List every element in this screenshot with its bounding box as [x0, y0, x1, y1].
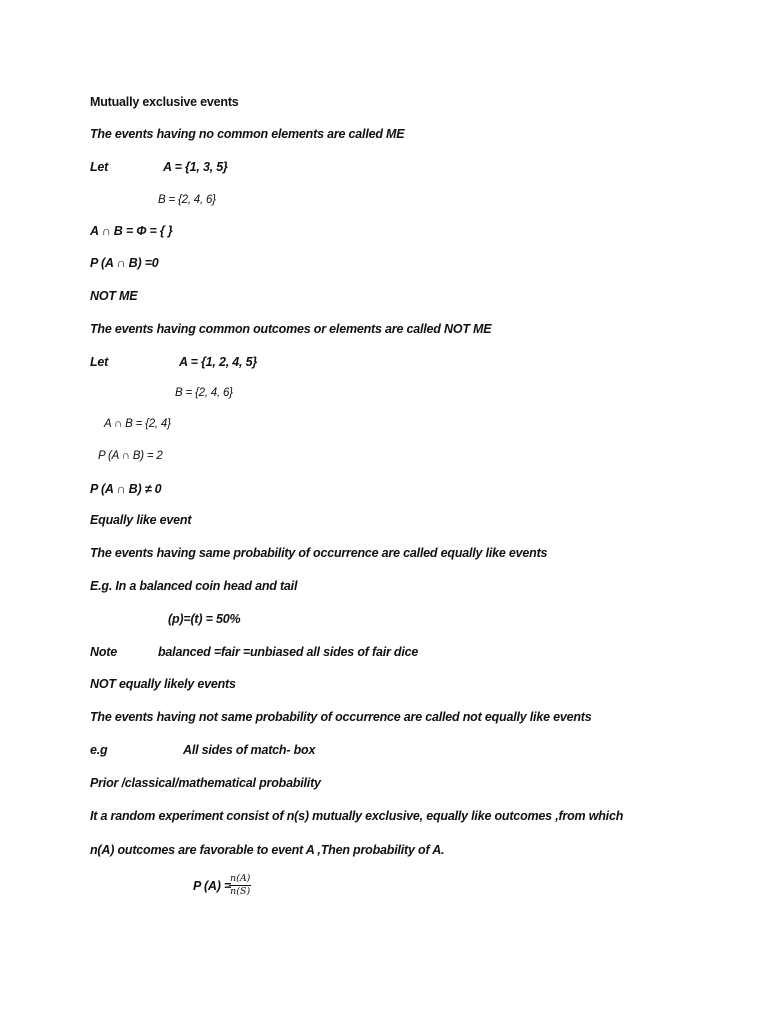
heading-not-equally-likely: NOT equally likely events — [90, 677, 236, 691]
note-text: balanced =fair =unbiased all sides of fair dice — [158, 645, 419, 659]
definition-equally-like: The events having same probability of occurrence are called equally like events — [90, 546, 548, 560]
let-label-1: Let — [90, 160, 109, 174]
set-a-1: A = {1, 3, 5} — [163, 160, 228, 174]
set-a-2: A = {1, 2, 4, 5} — [179, 355, 257, 369]
intersection-1: A ∩ B = Φ = { } — [90, 224, 173, 238]
set-b-2: B = {2, 4, 6} — [175, 387, 233, 399]
heading-not-me: NOT ME — [90, 289, 138, 303]
note-label: Note — [90, 645, 117, 659]
formula-lhs: P (A) = — [193, 879, 232, 893]
random-experiment-line-2: n(A) outcomes are favorable to event A ,Then probability of A. — [90, 843, 445, 857]
formula-denominator: n(S) — [230, 886, 251, 897]
formula-fraction — [229, 874, 251, 897]
probability-1: P (A ∩ B) =0 — [90, 256, 159, 270]
definition-not-equally-likely: The events having not same probability of occurrence are called not equally like events — [90, 710, 592, 724]
intersection-2: A ∩ B = {2, 4} — [104, 418, 171, 430]
definition-not-me: The events having common outcomes or elements are called NOT ME — [90, 322, 492, 336]
formula-numerator: n(A) — [230, 873, 251, 884]
definition-me: The events having no common elements are called ME — [90, 127, 405, 141]
example-match-box: All sides of match- box — [183, 743, 316, 757]
random-experiment-line-1: It a random experiment consist of n(s) mutually exclusive, equally like outcomes ,from which — [90, 809, 624, 823]
heading-equally-like: Equally like event — [90, 513, 192, 527]
set-b-1: B = {2, 4, 6} — [158, 194, 216, 206]
heading-mutually-exclusive: Mutually exclusive events — [90, 95, 239, 109]
head-tail-probability: (p)=(t) = 50% — [168, 612, 241, 626]
example-coin: E.g. In a balanced coin head and tail — [90, 579, 298, 593]
heading-prior-probability: Prior /classical/mathematical probability — [90, 776, 321, 790]
example-label-2: e.g — [90, 743, 108, 757]
let-label-2: Let — [90, 355, 109, 369]
probability-2: P (A ∩ B) = 2 — [98, 450, 163, 462]
probability-3: P (A ∩ B) ≠ 0 — [90, 482, 162, 496]
